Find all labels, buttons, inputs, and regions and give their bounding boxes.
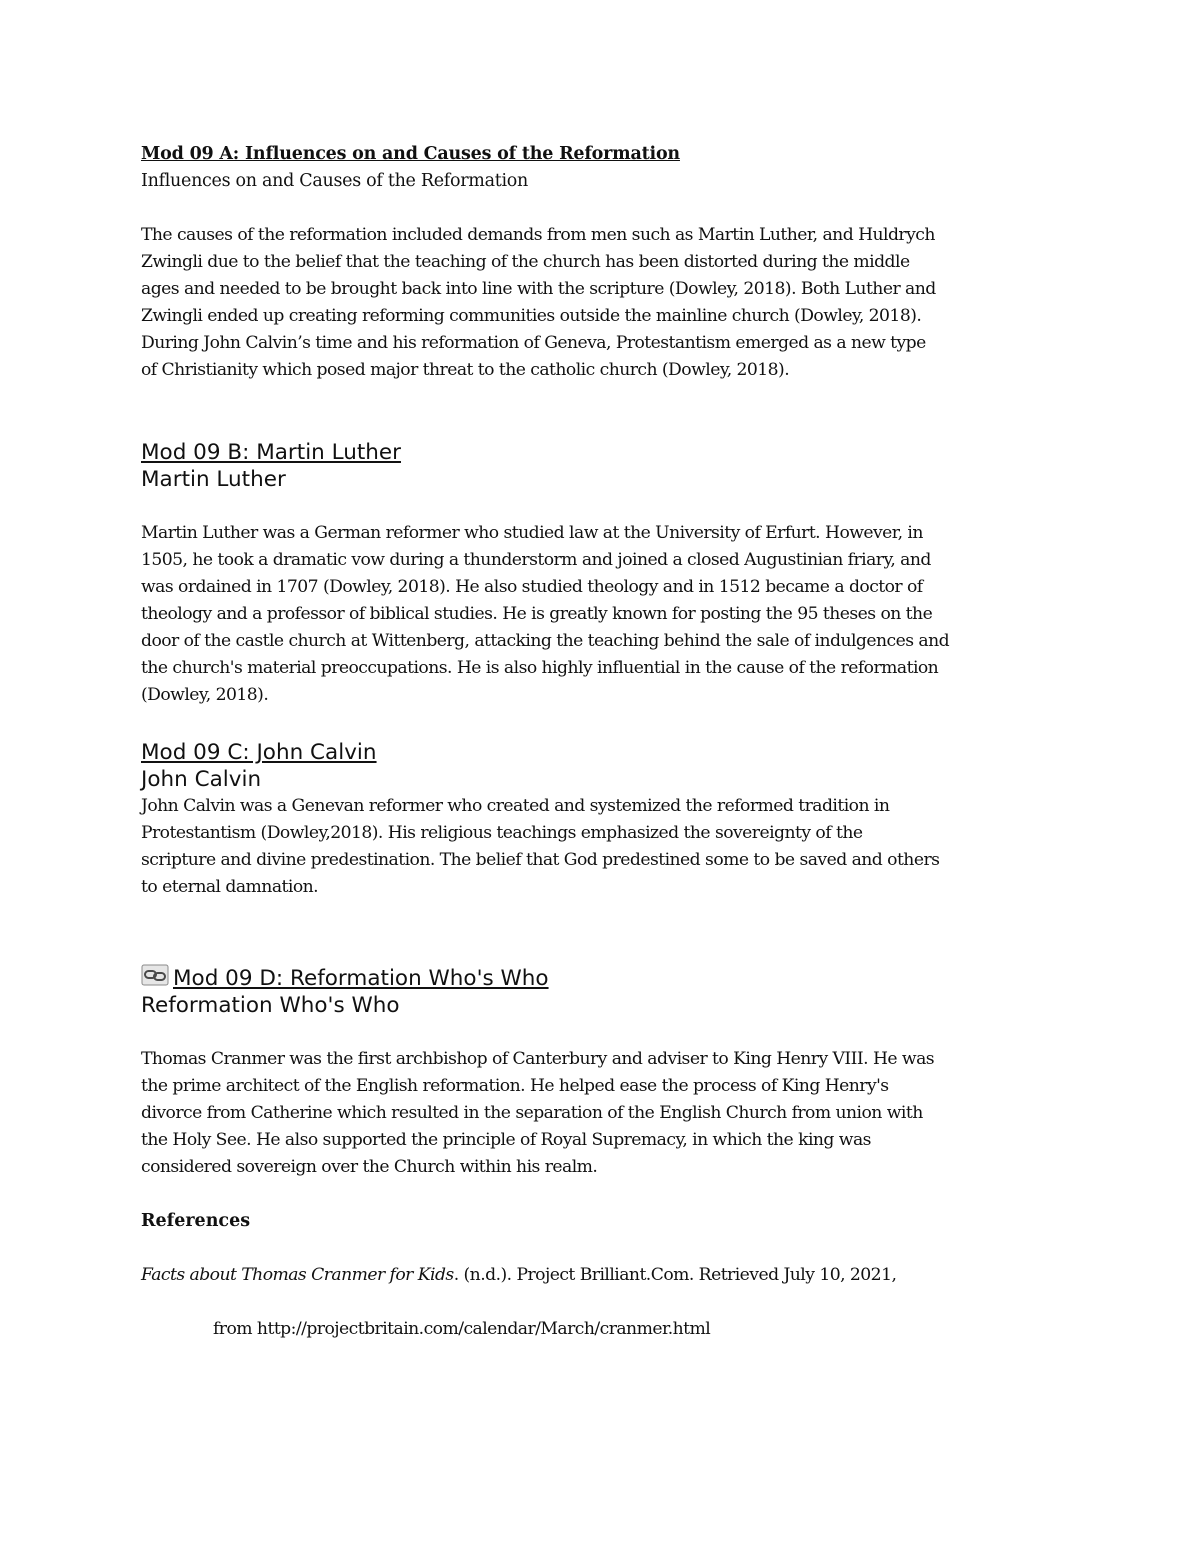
section-d-heading: Mod 09 D: Reformation Who's Who: [173, 966, 549, 991]
reference-entry: [141, 1262, 1071, 1343]
section-c-heading: Mod 09 C: John Calvin: [141, 740, 377, 765]
references: [141, 1208, 1071, 1343]
references-title: References: [141, 1211, 251, 1231]
body-line: was ordained in 1707 (Dowley, 2018). He also studied theology and in 1512 became a doctor of: [141, 577, 923, 597]
section-c-subheading: John Calvin: [141, 767, 262, 792]
body-line: John Calvin was a Genevan reformer who created and systemized the reformed tradition in: [141, 796, 890, 816]
body-line: The causes of the reformation included demands from men such as Martin Luther, and Huldrych: [141, 225, 935, 245]
section-a-subheading: Influences on and Causes of the Reformation: [141, 171, 528, 191]
section-d-heading-row[interactable]: [141, 963, 1071, 992]
section-a-heading: Mod 09 A: Influences on and Causes of the Reformation: [141, 144, 680, 164]
section-d-subheading: Reformation Who's Who: [141, 993, 400, 1018]
body-line: Thomas Cranmer was the first archbishop of Canterbury and adviser to King Henry VIII. He was: [141, 1049, 935, 1069]
section-a: [141, 140, 1071, 384]
section-c: [141, 739, 1071, 901]
reference-url-line: from http://projectbritain.com/calendar/March/cranmer.html: [213, 1319, 711, 1339]
body-line: scripture and divine predestination. The belief that God predestined some to be saved and others: [141, 850, 940, 870]
section-b: [141, 439, 1071, 709]
body-line: the prime architect of the English reformation. He helped ease the process of King Henry's: [141, 1076, 889, 1096]
section-c-body: [141, 793, 1071, 901]
body-line: the Holy See. He also supported the principle of Royal Supremacy, in which the king was: [141, 1130, 871, 1150]
section-d: [141, 963, 1071, 1181]
section-b-heading: Mod 09 B: Martin Luther: [141, 440, 401, 465]
body-line: Protestantism (Dowley,2018). His religious teachings emphasized the sovereignty of the: [141, 823, 863, 843]
reference-details: . (n.d.). Project Brilliant.Com. Retrieved July 10, 2021,: [453, 1265, 897, 1285]
section-b-subheading: Martin Luther: [141, 467, 286, 492]
body-line: (Dowley, 2018).: [141, 685, 269, 705]
section-a-body: [141, 222, 1071, 384]
body-line: During John Calvin’s time and his reformation of Geneva, Protestantism emerged as a new type: [141, 333, 926, 353]
section-b-body: [141, 520, 1071, 709]
body-line: ages and needed to be brought back into line with the scripture (Dowley, 2018). Both Luther and: [141, 279, 936, 299]
link-icon[interactable]: [141, 963, 171, 987]
body-line: 1505, he took a dramatic vow during a thunderstorm and joined a closed Augustinian friary, and: [141, 550, 931, 570]
body-line: Martin Luther was a German reformer who studied law at the University of Erfurt. However, in: [141, 523, 923, 543]
reference-title: Facts about Thomas Cranmer for Kids: [141, 1265, 454, 1285]
reference-first-line: [141, 1262, 1071, 1289]
section-d-body: [141, 1046, 1071, 1181]
body-line: divorce from Catherine which resulted in the separation of the English Church from union with: [141, 1103, 923, 1123]
body-line: considered sovereign over the Church within his realm.: [141, 1157, 598, 1177]
body-line: the church's material preoccupations. He is also highly influential in the cause of the reformation: [141, 658, 939, 678]
body-line: Zwingli ended up creating reforming communities outside the mainline church (Dowley, 2018).: [141, 306, 922, 326]
body-line: door of the castle church at Wittenberg, attacking the teaching behind the sale of indulgences and: [141, 631, 950, 651]
document-page: [141, 140, 1071, 1343]
body-line: of Christianity which posed major threat to the catholic church (Dowley, 2018).: [141, 360, 790, 380]
body-line: to eternal damnation.: [141, 877, 319, 897]
body-line: theology and a professor of biblical studies. He is greatly known for posting the 95 theses on the: [141, 604, 933, 624]
body-line: Zwingli due to the belief that the teaching of the church has been distorted during the middle: [141, 252, 910, 272]
